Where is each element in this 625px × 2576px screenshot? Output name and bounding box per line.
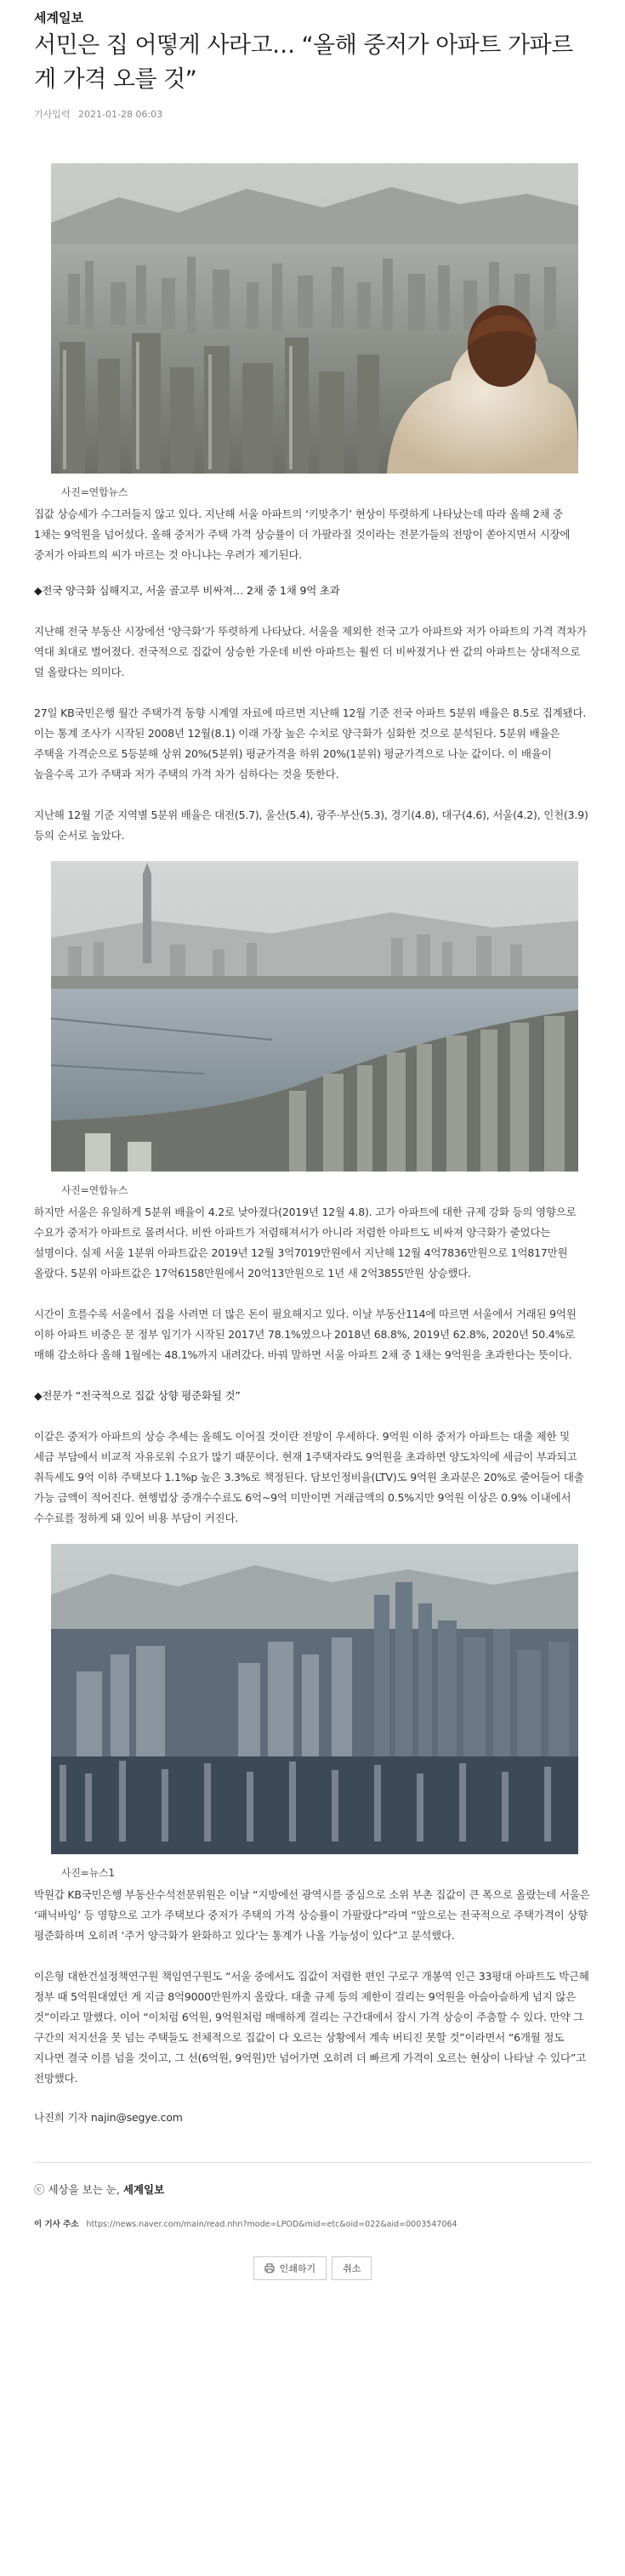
- article-paragraph: 지난해 전국 부동산 시장에선 ‘양극화’가 뚜렷하게 나타났다. 서울을 제외한 전국 고가 아파트와 저가 아파트의 가격 격차가 역대 최대로 벌어졌다. 전국적으로 집값이 상승한 가운데 비싼 아파트는 훨씬 더 비싸졌거나 싼 값의 아파트는 상대적으로 덜 올랐다는 의미다.: [34, 625, 587, 678]
- article-dateline: [34, 107, 591, 122]
- article-paragraph: 이같은 중저가 아파트의 상승 추세는 올해도 이어질 것이란 전망이 우세하다. 9억원 이하 중저가 아파트는 대출 제한 및 세금 부담에서 비교적 자유로워 수요가 많기 때문이다. 현재 1주택자라도 9억원을 초과하면 양도차익에 세금이 부과되고 취득세도 9억 이하 주택보다 1.1%p 높은 3.3%로 책정된다. 담보인정비율(LTV)도 9억원 초과분은 20%로 줄어들어 대출 가능 금액이 적어진다. 현행법상 중개수수료도 6억~9억 미만이면 거래금액의 0.5%지만 9억원 이상은 0.9% 이내에서 수수료를 정하게 돼 있어 비용 부담이 커진다.: [34, 1430, 584, 1524]
- action-buttons: [34, 2256, 591, 2280]
- print-button[interactable]: [253, 2256, 327, 2280]
- article-url-row: [34, 2217, 591, 2231]
- reporter-byline: 나진희 기자 najin@segye.com: [34, 2111, 183, 2124]
- article-subheading: ◆전문가 “전국적으로 집값 상향 평준화될 것”: [34, 1389, 241, 1402]
- printer-icon: [264, 2263, 275, 2273]
- article-headline: 서민은 집 어떻게 사라고… “올해 중저가 아파트 가파르게 가격 오를 것”: [34, 32, 573, 93]
- article-photo-2: [51, 861, 578, 1172]
- article-photo-1: [51, 163, 578, 474]
- photo-caption-3: 사진=뉴스1: [61, 1867, 115, 1879]
- skyline-photo-3: [51, 1544, 578, 1854]
- photo-caption-2: 사진=연합뉴스: [61, 1184, 128, 1196]
- photo-figure-3: [51, 1544, 578, 1881]
- article-paragraph: 하지만 서울은 유일하게 5분위 배율이 4.2로 낮아졌다(2019년 12월 4.8). 고가 아파트에 대한 규제 강화 등의 영향으로 수요가 중저가 아파트로 몰려서다. 비싼 아파트가 저렴해져서가 아니라 저렴한 아파트도 비싸져 양극화가 줄었다는 설명이다. 실제 서울 1분위 아파트값은 2019년 12월 3억7019만원에서 지난해 12월 4억7836만원으로 1억817만원 올랐다. 5분위 아파트값은 17억6158만원에서 20억13만원으로 1년 새 2억3855만원 상승했다.: [34, 1206, 577, 1279]
- cancel-button-label: 취소: [343, 2263, 361, 2274]
- river-photo-2: [51, 861, 578, 1172]
- cancel-button[interactable]: [332, 2256, 372, 2280]
- date-label: 기사입력: [34, 109, 71, 120]
- photo-caption-1: 사진=연합뉴스: [61, 486, 128, 498]
- publisher-logo[interactable]: 세계일보: [34, 10, 83, 26]
- article-paragraph: 이은형 대한건설정책연구원 책임연구원도 “서울 중에서도 집값이 저렴한 편인 구로구 개봉역 인근 33평대 아파트도 박근혜 정부 때 5억원대였던 게 지금 8억9000만원까지 올랐다. 대출 규제 등의 제한이 걸리는 9억원을 아슬아슬하게 넘지 않은 것”이라고 말했다. 이어 “이처럼 6억원, 9억원처럼 매매하게 걸리는 구간대에서 잠시 가격 상승이 주춤할 수 있다. 만약 그 구간의 저지선을 못 넘는 주택들도 전체적으로 집값이 다 오르는 상황에서 계속 버티진 못할 것”이라면서 “6개월 정도 지나면 결국 이를 넘을 것이고, 그 선(6억원, 9억원)만 넘어가면 오히려 더 빠르게 가격이 오르는 현상이 나타날 수 있다”고 전망했다.: [34, 1970, 589, 2085]
- article-body: [34, 163, 591, 2128]
- photo-figure-2: [51, 861, 578, 1199]
- article-paragraph: 지난해 12월 기준 지역별 5분위 배율은 대전(5.7), 울산(5.4), 광주·부산(5.3), 경기(4.8), 대구(4.6), 서울(4.2), 인천(3.9) 등의 순서로 높았다.: [34, 809, 588, 842]
- print-button-label: 인쇄하기: [279, 2263, 316, 2274]
- copyright-slogan: [34, 2182, 591, 2199]
- article-paragraph: 시간이 흐를수록 서울에서 집을 사려면 더 많은 돈이 필요해지고 있다. 이날 부동산114에 따르면 서울에서 거래된 9억원 이하 아파트 비중은 문 정부 임기가 시작된 2017년 78.1%였으나 2018년 68.8%, 2019년 62.8%, 2020년 50.4%로 매해 감소하다 올해 1월에는 48.1%까지 내려갔다. 바꿔 말하면 서울 아파트 2채 중 1채는 9억원을 초과한다는 뜻이다.: [34, 1308, 577, 1361]
- footer-divider: [34, 2162, 591, 2163]
- slogan-brand: 세계일보: [122, 2183, 165, 2196]
- article-paragraph: 27일 KB국민은행 월간 주택가격 동향 시계열 자료에 따르면 지난해 12월 기준 전국 아파트 5분위 배율은 8.5로 집계됐다. 이는 통계 조사가 시작된 2008년 12월(8.1) 이래 가장 높은 수치로 양극화가 심화한 것으로 분석된다. 5분위 배율은 주택을 가격순으로 5등분해 상위 20%(5분위) 평균가격을 하위 20%(1분위) 평균가격으로 나눈 값이다. 이 배율이 높을수록 고가 주택과 저가 주택의 가격 차가 심하다는 것을 뜻한다.: [34, 706, 587, 780]
- photo-figure-1: [51, 163, 578, 501]
- article-photo-3: [51, 1544, 578, 1854]
- article-paragraph: 박원갑 KB국민은행 부동산수석전문위원은 이날 “지방에선 광역시를 중심으로 소위 부촌 집값이 큰 폭으로 올랐는데 서울은 ‘패닉바잉’ 등 영향으로 고가 주택보다 중저가 주택의 가격 상승률이 가팔랐다”라며 “앞으로는 전국적으로 주택가격이 상향 평준화하며 오히려 ‘주거 양극화가 완화하고 있다’는 통계가 나올 가능성이 있다”고 분석했다.: [34, 1888, 590, 1942]
- article-paragraph: 집값 상승세가 수그러들지 않고 있다. 지난해 서울 아파트의 ‘키맞추기’ 현상이 뚜렷하게 나타났는데 따라 올해 2채 중 1채는 9억원을 넘어섰다. 올해 중저가 주택 가격 상승률이 더 가팔라질 것이라는 전문가들의 전망이 쏟아지면서 시장에 중저가 아파트의 씨가 마르는 것 아니냐는 우려가 제기된다.: [34, 508, 571, 561]
- slogan-prefix: ⓒ 세상을 보는 눈,: [34, 2183, 120, 2196]
- skyline-photo-1: [51, 163, 578, 474]
- article-subheading: ◆전국 양극화 심해지고, 서울 골고루 비싸져… 2채 중 1채 9억 초과: [34, 584, 340, 597]
- article-url[interactable]: https://news.naver.com/main/read.nhn?mode=LPOD&mid=etc&oid=022&aid=0003547064: [86, 2220, 457, 2229]
- publish-date: 2021-01-28 06:03: [78, 109, 163, 120]
- url-label: 이 기사 주소: [34, 2220, 79, 2229]
